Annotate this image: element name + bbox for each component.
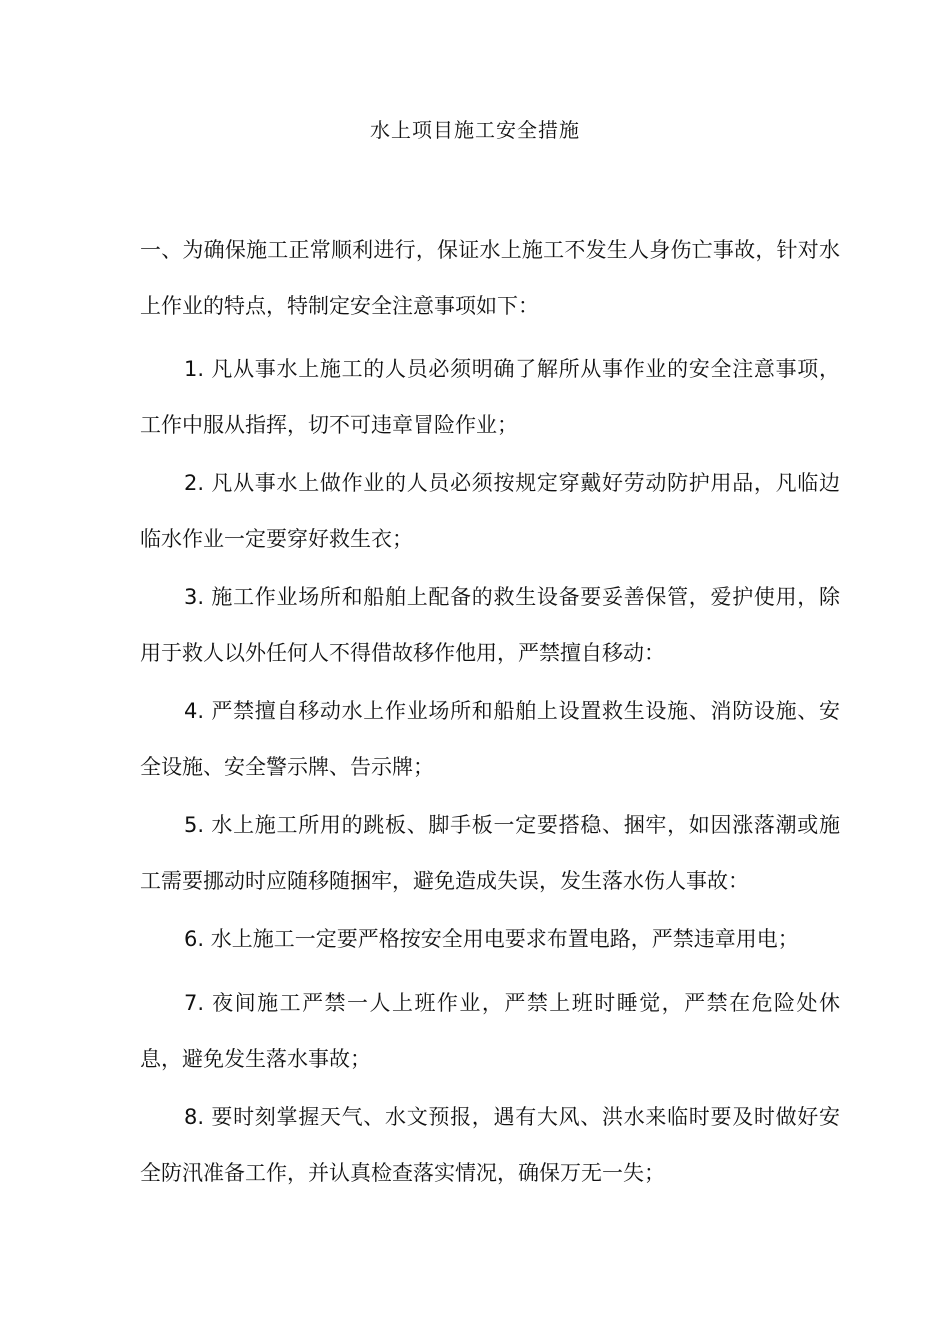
- document-title: 水上项目施工安全措施: [370, 118, 580, 142]
- safety-item-7: 7. 夜间施工严禁一人上班作业，严禁上班时睡觉，严禁在危险处休息，避免发生落水事故；: [140, 991, 840, 1071]
- safety-item-4: 4. 严禁擅自移动水上作业场所和船舶上设置救生设施、消防设施、安全设施、安全警示牌、告示牌；: [140, 699, 840, 779]
- safety-item-6: 6. 水上施工一定要严格按安全用电要求布置电路，严禁违章用电；: [184, 927, 799, 951]
- safety-item-5: 5. 水上施工所用的跳板、脚手板一定要搭稳、捆牢，如因涨落潮或施工需要挪动时应随移随捆牢，避免造成失误，发生落水伤人事故：: [140, 813, 840, 893]
- intro-paragraph: 一、为确保施工正常顺利进行，保证水上施工不发生人身伤亡事故，针对水上作业的特点，特制定安全注意事项如下：: [140, 238, 840, 318]
- safety-item-3: 3. 施工作业场所和船舶上配备的救生设备要妥善保管，爱护使用，除用于救人以外任何人不得借故移作他用，严禁擅自移动：: [140, 585, 840, 665]
- safety-item-1: 1. 凡从事水上施工的人员必须明确了解所从事作业的安全注意事项，工作中服从指挥，切不可违章冒险作业；: [140, 357, 840, 437]
- safety-item-2: 2. 凡从事水上做作业的人员必须按规定穿戴好劳动防护用品，凡临边临水作业一定要穿好救生衣；: [140, 471, 840, 551]
- safety-item-8: 8. 要时刻掌握天气、水文预报，遇有大风、洪水来临时要及时做好安全防汛准备工作，并认真检查落实情况，确保万无一失；: [140, 1105, 840, 1185]
